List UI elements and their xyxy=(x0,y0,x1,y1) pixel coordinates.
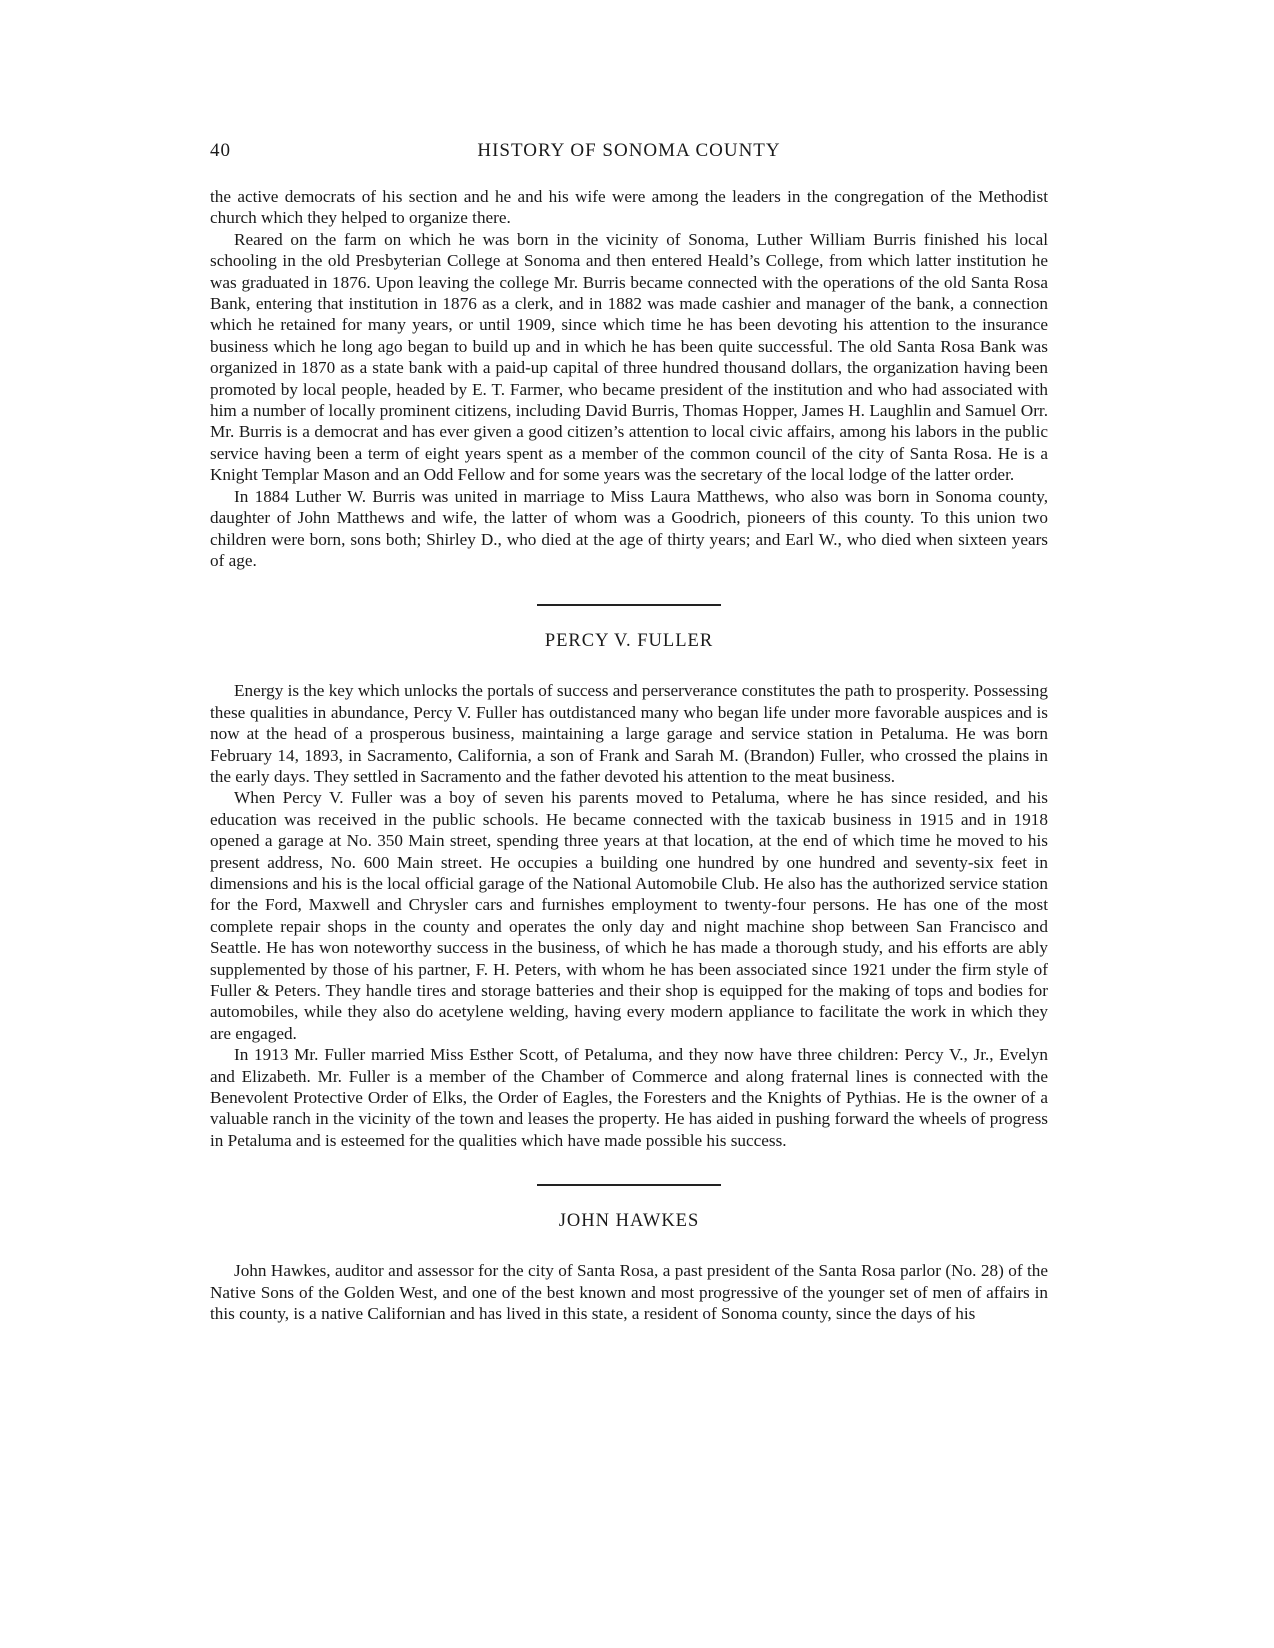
running-title: HISTORY OF SONOMA COUNTY xyxy=(477,140,781,161)
page-body xyxy=(210,186,1048,1324)
paragraph: Energy is the key which unlocks the portals of success and perserverance constitutes the path to prosperity. Possessing these qualities in abundance, Percy V. Fuller has outdistanced many who began life under more favorable auspices and is now at the head of a prosperous business, maintaining a large garage and service station in Petaluma. He was born February 14, 1893, in Sacramento, California, a son of Frank and Sarah M. (Brandon) Fuller, who crossed the plains in the early days. They settled in Sacramento and the father devoted his attention to the meat business. xyxy=(210,681,1048,786)
paragraph: When Percy V. Fuller was a boy of seven his parents moved to Petaluma, where he has since resided, and his education was received in the public schools. He became connected with the taxicab business in 1915 and in 1918 opened a garage at No. 350 Main street, spending three years at that location, at the end of which time he moved to his present address, No. 600 Main street. He occupies a building one hundred by one hundred and seventy-six feet in dimensions and his is the local official garage of the National Automobile Club. He also has the authorized service station for the Ford, Maxwell and Chrysler cars and furnishes employment to twenty-four persons. He has one of the most complete repair shops in the county and operates the only day and night machine shop between San Francisco and Seattle. He has won noteworthy success in the business, of which he has made a thorough study, and his efforts are ably supplemented by those of his partner, F. H. Peters, with whom he has been associated since 1921 under the firm style of Fuller & Peters. They handle tires and storage batteries and their shop is equipped for the making of tops and bodies for automobiles, while they also do acetylene welding, having every modern appliance to facilitate the work in which they are engaged. xyxy=(210,788,1048,1043)
section-heading: JOHN HAWKES xyxy=(558,1211,700,1232)
biography-burris-continued xyxy=(210,186,1048,571)
running-head xyxy=(210,140,1048,166)
biography-john-hawkes xyxy=(210,1210,1048,1324)
paragraph: the active democrats of his section and he and his wife were among the leaders in the congregation of the Methodist church which they helped to organize there. xyxy=(210,187,1048,228)
paragraph: Reared on the farm on which he was born in the vicinity of Sonoma, Luther William Burris finished his local schooling in the old Presbyterian College at Sonoma and then entered Heald’s College, from which latter institution he was graduated in 1876. Upon leaving the college Mr. Burris became connected with the operations of the old Santa Rosa Bank, entering that institution in 1876 as a clerk, and in 1882 was made cashier and manager of the bank, a connection which he retained for many years, or until 1909, since which time he has been devoting his attention to the insurance business which he long ago began to build up and in which he has been quite successful. The old Santa Rosa Bank was organized in 1870 as a state bank with a paid-up capital of three hundred thousand dollars, the organization having been promoted by local people, headed by E. T. Farmer, who became president of the institution and who had associated with him a number of locally prominent citizens, including David Burris, Thomas Hopper, James H. Laughlin and Samuel Orr. Mr. Burris is a democrat and has ever given a good citizen’s attention to local civic affairs, among his labors in the public service having been a term of eight years spent as a member of the common council of the city of Santa Rosa. He is a Knight Templar Mason and an Odd Fellow and for some years was the secretary of the local lodge of the latter order. xyxy=(210,229,1048,485)
section-divider xyxy=(537,604,721,606)
paragraph: John Hawkes, auditor and assessor for the city of Santa Rosa, a past president of the Santa Rosa parlor (No. 28) of the Native Sons of the Golden West, and one of the best known and most progressive of the younger set of men of affairs in this county, is a native Californian and has lived in this state, a resident of Sonoma county, since the days of his xyxy=(210,1261,1048,1324)
page-number: 40 xyxy=(210,140,231,161)
section-heading: PERCY V. FULLER xyxy=(544,631,714,652)
biography-percy-fuller xyxy=(210,630,1048,1151)
section-divider xyxy=(537,1184,721,1186)
paragraph: In 1913 Mr. Fuller married Miss Esther Scott, of Petaluma, and they now have three children: Percy V., Jr., Evelyn and Elizabeth. Mr. Fuller is a member of the Chamber of Commerce and along fraternal lines is connected with the Benevolent Protective Order of Elks, the Order of Eagles, the Foresters and the Knights of Pythias. He is the owner of a valuable ranch in the vicinity of the town and leases the property. He has aided in pushing forward the wheels of progress in Petaluma and is esteemed for the qualities which have made possible his success. xyxy=(210,1045,1048,1150)
paragraph: In 1884 Luther W. Burris was united in marriage to Miss Laura Matthews, who also was born in Sonoma county, daughter of John Matthews and wife, the latter of whom was a Goodrich, pioneers of this county. To this union two children were born, sons both; Shirley D., who died at the age of thirty years; and Earl W., who died when sixteen years of age. xyxy=(210,486,1048,570)
